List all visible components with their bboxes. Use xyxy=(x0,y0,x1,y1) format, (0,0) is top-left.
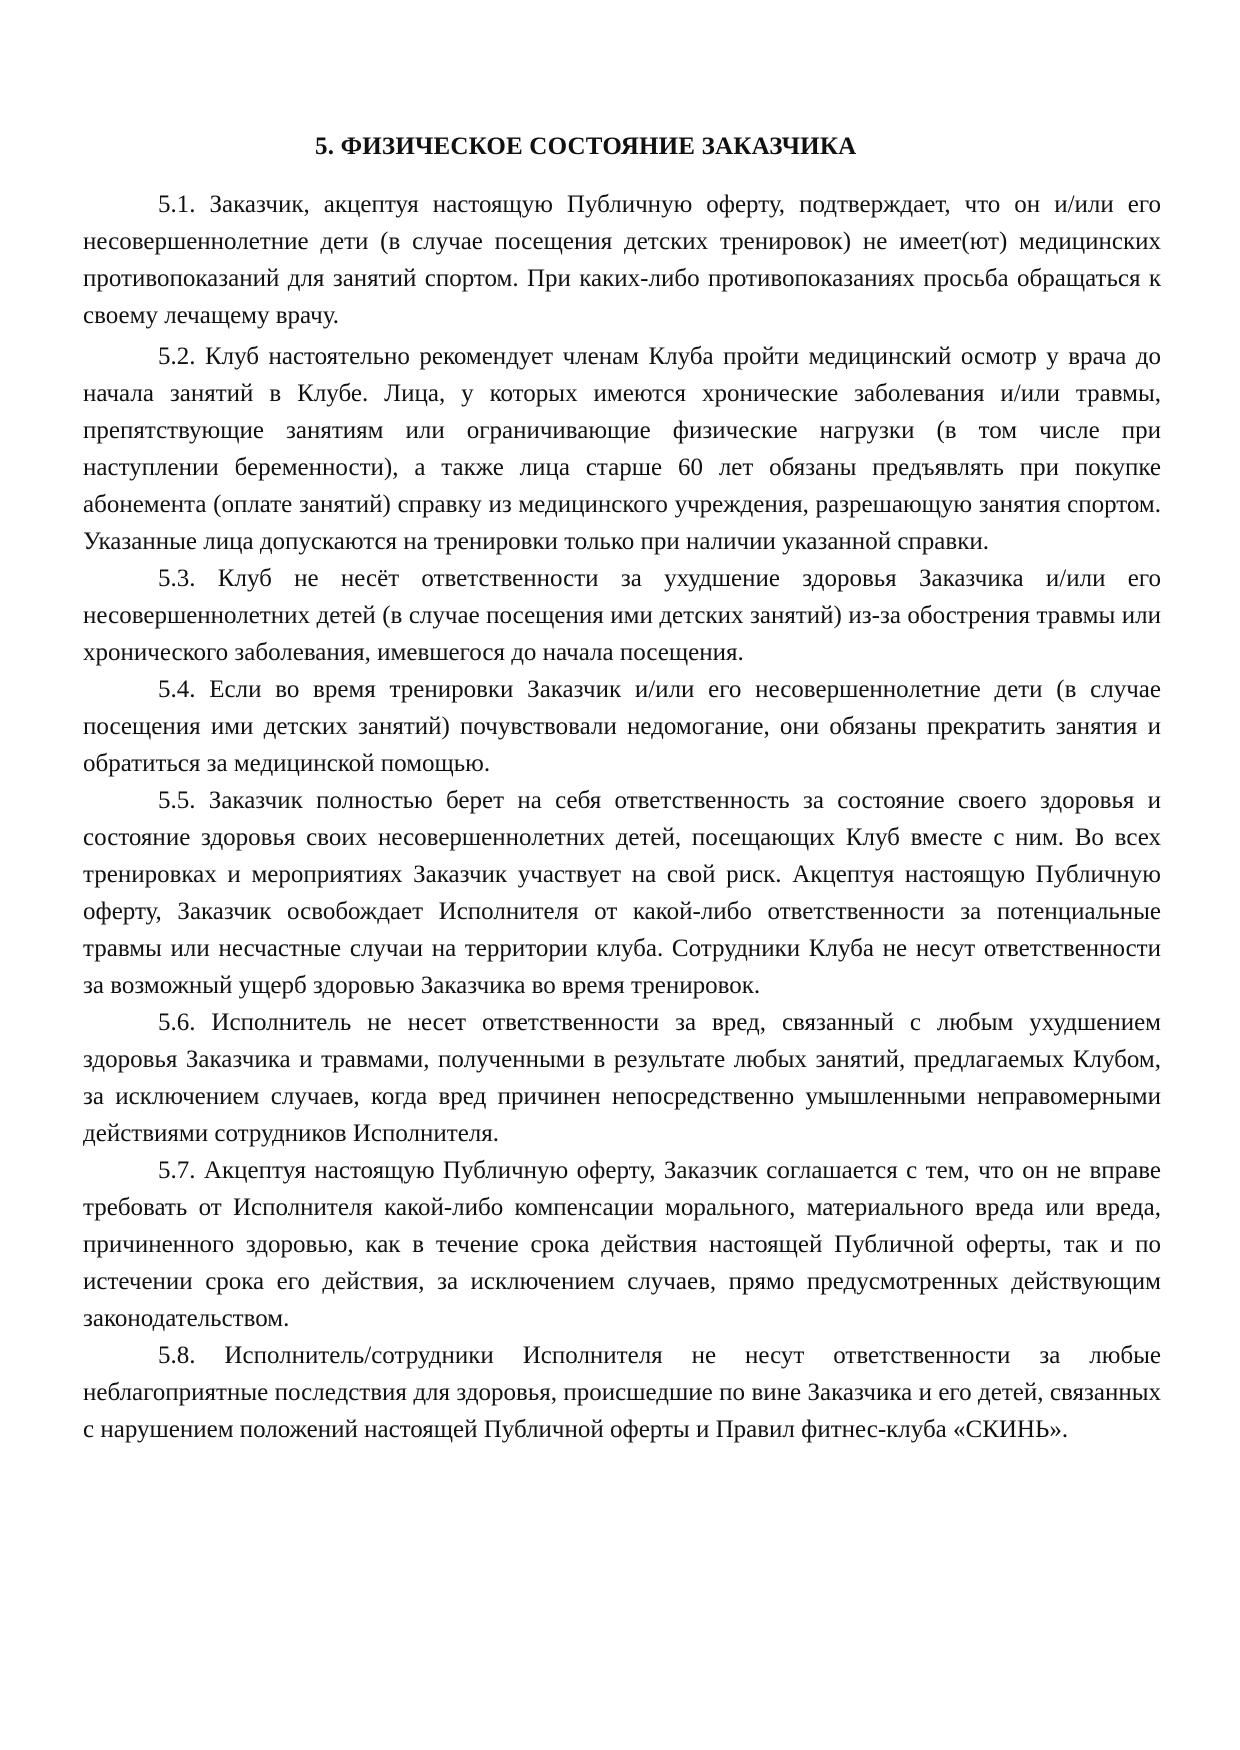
document-body xyxy=(83,130,1161,1448)
paragraph-5-1: 5.1. Заказчик, акцептуя настоящую Публичную оферту, подтверждает, что он и/или его несовершеннолетние дети (в случае посещения детских тренировок) не имеет(ют) медицинских противопоказаний для занятий спортом. При каких-либо противопоказаниях просьба обращаться к своему лечащему врачу. xyxy=(83,191,1161,329)
paragraph-5-8: 5.8. Исполнитель/сотрудники Исполнителя не несут ответственности за любые неблагоприятные последствия для здоровья, происшедшие по вине Заказчика и его детей, связанных с нарушением положений настоящей Публичной оферты и Правил фитнес-клуба «СКИНЬ». xyxy=(83,1342,1161,1443)
paragraph-5-4: 5.4. Если во время тренировки Заказчик и/или его несовершеннолетние дети (в случае посещения ими детских занятий) почувствовали недомогание, они обязаны прекратить занятия и обратиться за медицинской помощью. xyxy=(83,676,1161,777)
paragraph-5-2: 5.2. Клуб настоятельно рекомендует членам Клуба пройти медицинский осмотр у врача до начала занятий в Клубе. Лица, у которых имеются хронические заболевания и/или травмы, препятствующие занятиям или ограничивающие физические нагрузки (в том числе при наступлении беременности), а также лица старше 60 лет обязаны предъявлять при покупке абонемента (оплате занятий) справку из медицинского учреждения, разрешающую занятия спортом. Указанные лица допускаются на тренировки только при наличии указанной справки. xyxy=(83,343,1161,555)
paragraph-5-5: 5.5. Заказчик полностью берет на себя ответственность за состояние своего здоровья и состояние здоровья своих несовершеннолетних детей, посещающих Клуб вместе с ним. Во всех тренировках и мероприятиях Заказчик участвует на свой риск. Акцептуя настоящую Публичную оферту, Заказчик освобождает Исполнителя от какой-либо ответственности за потенциальные травмы или несчастные случаи на территории клуба. Сотрудники Клуба не несут ответственности за возможный ущерб здоровью Заказчика во время тренировок. xyxy=(83,787,1161,999)
section-title: 5. ФИЗИЧЕСКОЕ СОСТОЯНИЕ ЗАКАЗЧИКА xyxy=(315,133,857,160)
paragraph-5-7: 5.7. Акцептуя настоящую Публичную оферту, Заказчик соглашается с тем, что он не вправе требовать от Исполнителя какой-либо компенсации морального, материального вреда или вреда, причиненного здоровью, как в течение срока действия настоящей Публичной оферты, так и по истечении срока его действия, за исключением случаев, прямо предусмотренных действующим законодательством. xyxy=(83,1157,1161,1332)
paragraph-5-6: 5.6. Исполнитель не несет ответственности за вред, связанный с любым ухудшением здоровья Заказчика и травмами, полученными в результате любых занятий, предлагаемых Клубом, за исключением случаев, когда вред причинен непосредственно умышленными неправомерными действиями сотрудников Исполнителя. xyxy=(83,1009,1161,1147)
paragraph-5-3: 5.3. Клуб не несёт ответственности за ухудшение здоровья Заказчика и/или его несовершеннолетних детей (в случае посещения ими детских занятий) из-за обострения травмы или хронического заболевания, имевшегося до начала посещения. xyxy=(83,565,1161,666)
